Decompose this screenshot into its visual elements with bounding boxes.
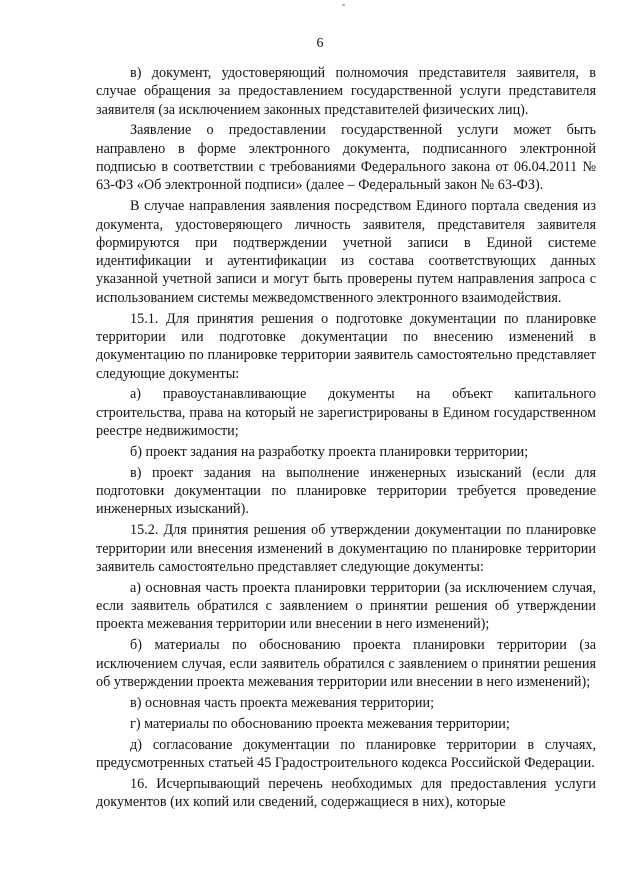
paragraph-electronic-application: Заявление о предоставлении государственной услуги может быть направлено в форме электронного документа, подписанного электронной подписью в соответствии с требованиями Федерального закона от 06.04.2011 № 63-ФЗ «Об электронной подписи» (далее – Федеральный закон № 63-ФЗ). xyxy=(96,122,596,194)
list-item-15-2-v: в) основная часть проекта межевания территории; xyxy=(130,694,435,711)
document-body xyxy=(96,64,596,811)
list-item-15-2-d: д) согласование документации по планировке территории в случаях, предусмотренных статьей 45 Градостроительного кодекса Российской Федерации. xyxy=(96,736,596,771)
list-item-15-2-a: а) основная часть проекта планировки территории (за исключением случая, если заявитель обратился с заявлением о принятии решения об утверждении проекта межевания территории или внесении в него изменений); xyxy=(96,579,596,633)
list-item-15-1-b: б) проект задания на разработку проекта планировки территории; xyxy=(130,443,529,460)
paragraph-unified-portal: В случае направления заявления посредством Единого портала сведения из документа, удостоверяющего личность заявителя, представителя заявителя формируются при подтверждении учетной записи в Единой системе идентификации и аутентификации из состава соответствующих данных указанной учетной записи и могут быть проверены путем направления запроса с использованием системы межведомственного электронного взаимодействия. xyxy=(96,198,596,306)
scan-speck xyxy=(342,4,345,6)
list-item-15-1-a: а) правоустанавливающие документы на объект капитального строительства, права на который не зарегистрированы в Едином государственном реестре недвижимости; xyxy=(96,386,596,440)
list-item-15-2-g: г) материалы по обоснованию проекта межевания территории; xyxy=(130,715,510,732)
page-number: 6 xyxy=(316,36,324,51)
paragraph-representative-document: в) документ, удостоверяющий полномочия представителя заявителя, в случае обращения за предоставлением государственной услуги представителя заявителя (за исключением законных представителей физических лиц). xyxy=(96,65,596,118)
paragraph-16: 16. Исчерпывающий перечень необходимых для предоставления услуги документов (их копий или сведений, содержащиеся в них), которые xyxy=(96,775,596,810)
paragraph-15-1: 15.1. Для принятия решения о подготовке документации по планировке территории или подготовке документации по внесению изменений в документацию по планировке территории заявитель самостоятельно представляет следующие документы: xyxy=(96,310,596,382)
paragraph-15-2: 15.2. Для принятия решения об утверждении документации по планировке территории или внесения изменений в документацию по планировке территории заявитель самостоятельно представляет следующие документы: xyxy=(96,522,596,575)
list-item-15-2-b: б) материалы по обоснованию проекта планировки территории (за исключением случая, если заявитель обратился с заявлением о принятии решения об утверждении проекта межевания территории или внесении в него изменений); xyxy=(96,637,596,690)
list-item-15-1-v: в) проект задания на выполнение инженерных изысканий (если для подготовки документации по планировке территории требуется проведение инженерных изысканий). xyxy=(96,464,596,518)
